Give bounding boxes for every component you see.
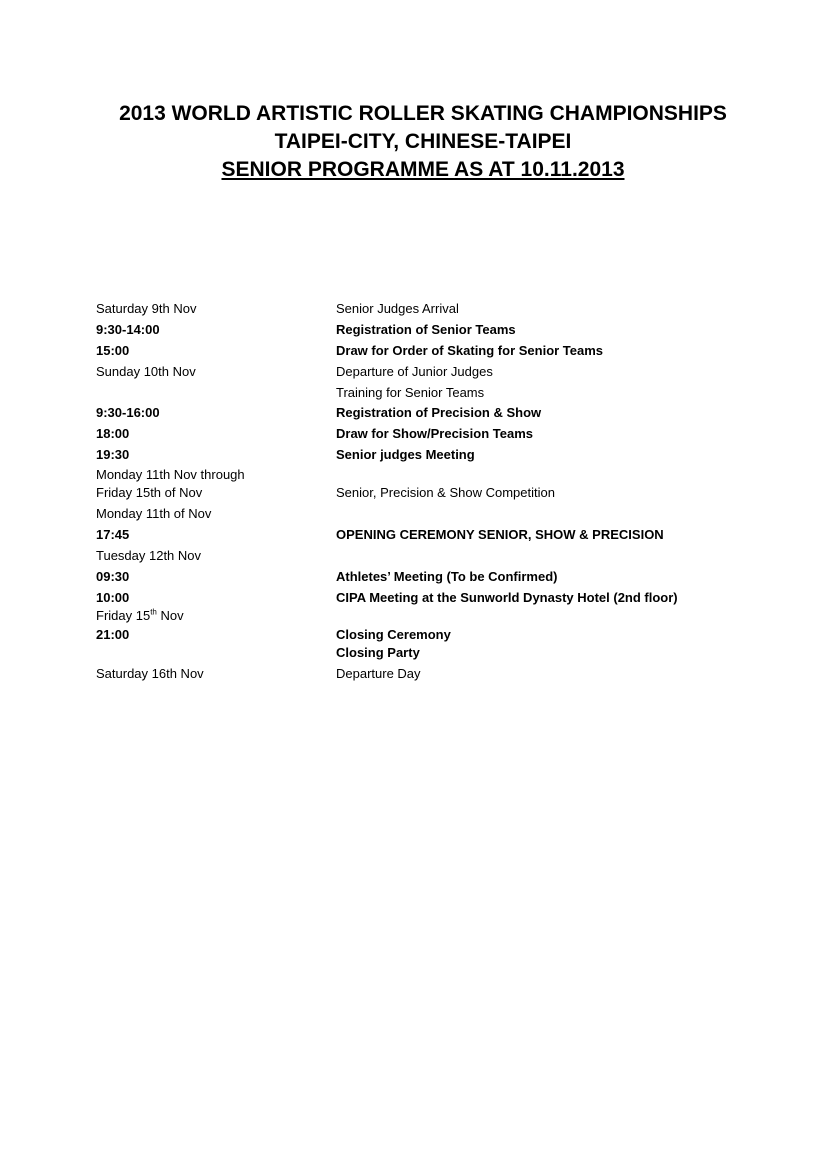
schedule-table: [96, 300, 796, 686]
schedule-row: [96, 526, 796, 547]
schedule-when: 18:00: [96, 426, 130, 441]
document-header: [0, 100, 826, 184]
schedule-what: CIPA Meeting at the Sunworld Dynasty Hotel (2nd floor): [336, 590, 678, 605]
schedule-when: 10:00: [96, 590, 130, 605]
schedule-what: Registration of Precision & Show: [336, 405, 542, 420]
document-subtitle: SENIOR PROGRAMME AS AT 10.11.2013: [221, 158, 625, 181]
schedule-when: Saturday 16th Nov: [96, 666, 204, 681]
schedule-row: [96, 589, 796, 607]
schedule-what: Senior Judges Arrival: [336, 301, 459, 316]
schedule-row: [96, 665, 796, 686]
schedule-row: [96, 626, 796, 644]
schedule-when: Saturday 9th Nov: [96, 301, 197, 316]
schedule-what: Senior judges Meeting: [336, 447, 475, 462]
schedule-when: Monday 11th Nov through: [96, 467, 245, 482]
document-location: TAIPEI-CITY, CHINESE-TAIPEI: [274, 130, 572, 153]
schedule-row: [96, 321, 796, 342]
schedule-what: Training for Senior Teams: [336, 385, 485, 400]
schedule-when: 9:30-16:00: [96, 405, 160, 420]
schedule-when: Sunday 10th Nov: [96, 364, 196, 379]
schedule-when: 21:00: [96, 627, 130, 642]
schedule-row: [96, 644, 796, 665]
schedule-row: [96, 607, 796, 626]
schedule-when: Monday 11th of Nov: [96, 506, 212, 521]
schedule-what: Draw for Order of Skating for Senior Teams: [336, 343, 604, 358]
schedule-what: OPENING CEREMONY SENIOR, SHOW & PRECISION: [336, 527, 664, 542]
schedule-row: [96, 547, 796, 568]
schedule-when: 17:45: [96, 527, 130, 542]
schedule-row: [96, 568, 796, 589]
schedule-when: 09:30: [96, 569, 130, 584]
schedule-what: Departure of Junior Judges: [336, 364, 493, 379]
schedule-what: Athletes’ Meeting (To be Confirmed): [336, 569, 558, 584]
schedule-row: [96, 300, 796, 321]
schedule-when: 15:00: [96, 343, 130, 358]
schedule-when: 19:30: [96, 447, 130, 462]
schedule-row: [96, 342, 796, 363]
schedule-when: Tuesday 12th Nov: [96, 548, 202, 563]
schedule-what: Senior, Precision & Show Competition: [336, 485, 555, 500]
schedule-what: Departure Day: [336, 666, 421, 681]
schedule-what: Draw for Show/Precision Teams: [336, 426, 533, 441]
schedule-row: [96, 404, 796, 425]
schedule-row: [96, 425, 796, 446]
document-title: 2013 WORLD ARTISTIC ROLLER SKATING CHAMPIONSHIPS: [119, 102, 727, 125]
schedule-row: [96, 384, 796, 404]
schedule-row: [96, 505, 796, 526]
schedule-row: [96, 446, 796, 466]
schedule-when: Friday 15th Nov: [96, 607, 184, 623]
schedule-what: Closing Party: [336, 645, 420, 660]
schedule-when: 9:30-14:00: [96, 322, 160, 337]
schedule-row: [96, 363, 796, 384]
schedule-row: [96, 466, 796, 484]
schedule-row: [96, 484, 796, 505]
schedule-what: Closing Ceremony: [336, 627, 451, 642]
schedule-when: Friday 15th of Nov: [96, 485, 203, 500]
schedule-what: Registration of Senior Teams: [336, 322, 516, 337]
